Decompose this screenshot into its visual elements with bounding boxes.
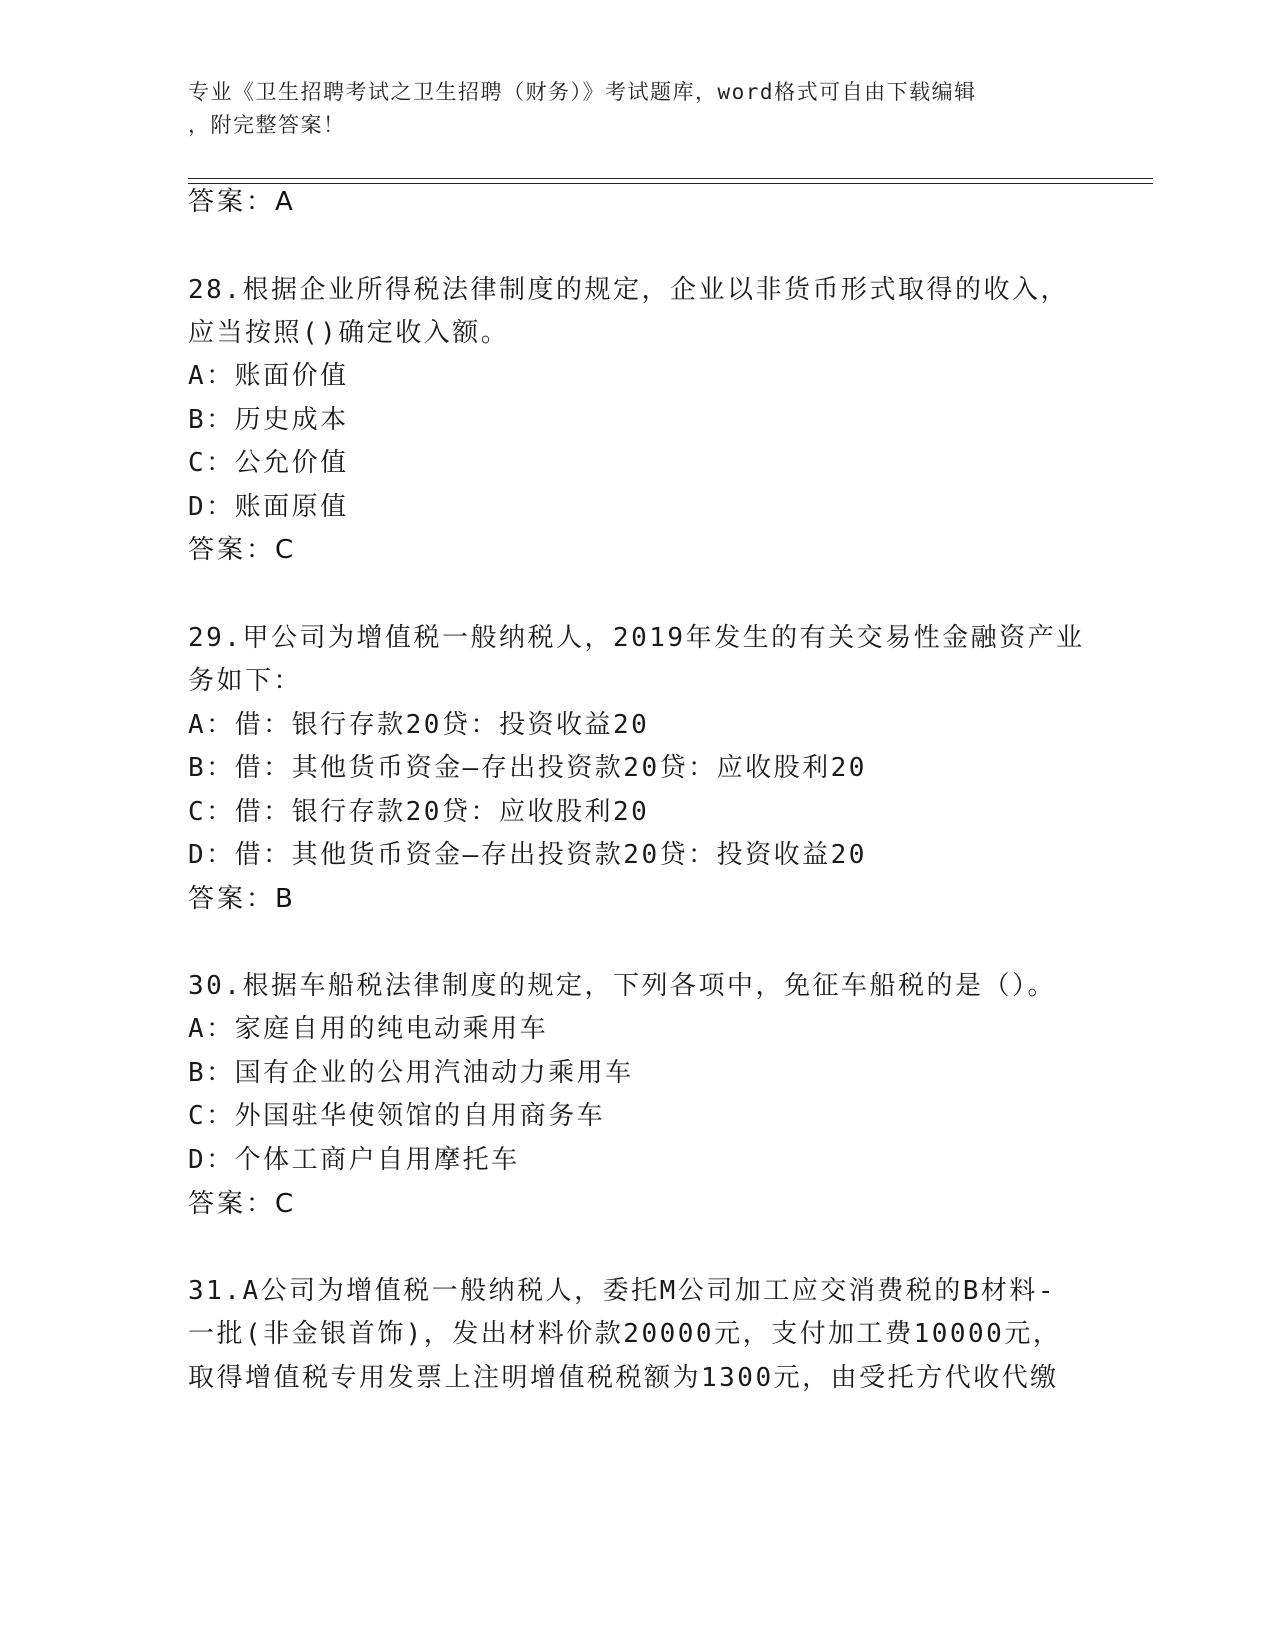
- header-line-2: ，附完整答案！: [188, 113, 346, 137]
- question-31-stem-line-2: 一批(非金银首饰)，发出材料价款20000元，支付加工费10000元，: [188, 1319, 1062, 1349]
- question-28-answer: 答案：C: [188, 535, 297, 565]
- question-30-option-b: B：国有企业的公用汽油动力乘用车: [188, 1058, 634, 1088]
- page-header: [188, 76, 1068, 142]
- question-30-stem-line-1: 30.根据车船税法律制度的规定，下列各项中，免征车船税的是（）。: [188, 971, 1056, 1001]
- question-29-option-d: D：借：其他货币资金—存出投资款20贷：投资收益20: [188, 840, 867, 870]
- header-divider-top: [188, 178, 1153, 179]
- question-29-answer: 答案：B: [188, 884, 296, 914]
- question-30-option-a: A：家庭自用的纯电动乘用车: [188, 1014, 549, 1044]
- question-29-option-b: B：借：其他货币资金—存出投资款20贷：应收股利20: [188, 753, 867, 783]
- question-31-stem-line-3: 取得增值税专用发票上注明增值税税额为1300元，由受托方代收代缴: [188, 1363, 1059, 1393]
- question-29-stem-line-1: 29.甲公司为增值税一般纳税人，2019年发生的有关交易性金融资产业: [188, 623, 1085, 653]
- question-29-option-a: A：借：银行存款20贷：投资收益20: [188, 710, 650, 740]
- question-28-option-a: A：账面价值: [188, 361, 349, 391]
- question-29-stem-line-2: 务如下：: [188, 666, 303, 696]
- header-divider-bottom: [188, 183, 1153, 184]
- question-28-option-d: D：账面原值: [188, 492, 349, 522]
- question-29-option-c: C：借：银行存款20贷：应收股利20: [188, 797, 650, 827]
- question-28-stem-line-2: 应当按照()确定收入额。: [188, 318, 510, 348]
- header-line-1: 专业《卫生招聘考试之卫生招聘（财务）》考试题库，word格式可自由下载编辑: [188, 80, 977, 104]
- question-30-option-d: D：个体工商户自用摩托车: [188, 1145, 520, 1175]
- question-30-answer: 答案：C: [188, 1189, 297, 1219]
- question-28-option-c: C：公允价值: [188, 448, 349, 478]
- question-31-stem-line-1: 31.A公司为增值税一般纳税人，委托M公司加工应交消费税的B材料-: [188, 1276, 1057, 1306]
- question-30-option-c: C：外国驻华使领馆的自用商务车: [188, 1101, 606, 1131]
- previous-answer: 答案：A: [188, 187, 296, 217]
- question-28-option-b: B：历史成本: [188, 405, 349, 435]
- question-28-stem-line-1: 28.根据企业所得税法律制度的规定，企业以非货币形式取得的收入，: [188, 275, 1069, 305]
